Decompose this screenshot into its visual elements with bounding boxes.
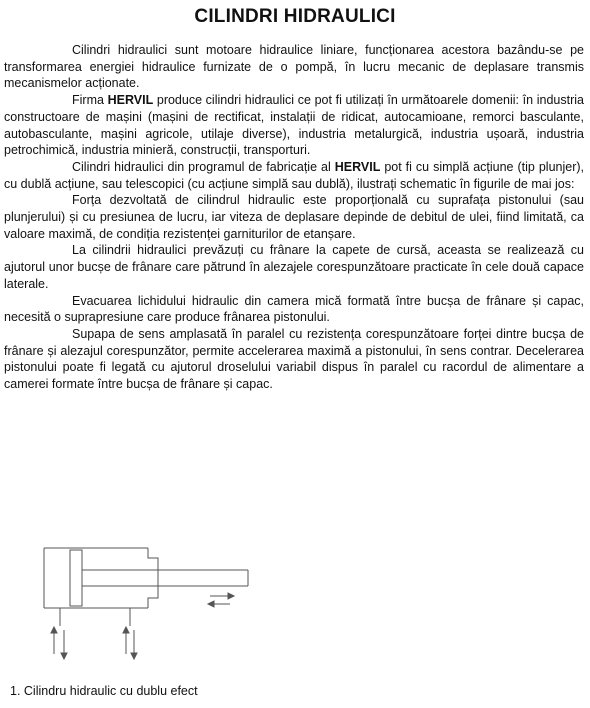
paragraph-p7 xyxy=(4,326,584,393)
paragraph-text: produce cilindri hidraulici ce pot fi utilizați în următoarele domenii: în industria constructoare de mașini (mașini de rectificat, instalații de ridicat, autocamioane, remorci basculante, autobasculante, mașini agricole, utilaje diverse), industria metalurgică, industria ușoară, industria petrochimică, industria minieră, construcții, transporturi. xyxy=(4,93,584,158)
paragraph-p2 xyxy=(4,92,584,159)
paragraph-text: La cilindrii hidraulici prevăzuți cu frânare la capete de cursă, aceasta se realizează cu ajutorul unor bucșe de frânare care pătrund în alezajele corespunzătoare practicate în cele două capace laterale. xyxy=(4,243,584,291)
arrow-down-icon xyxy=(61,653,67,659)
paragraph-p6 xyxy=(4,293,584,326)
paragraph-text: Evacuarea lichidului hidraulic din camera mică formată între bucșa de frânare și capac, necesită o suprapresiune care produce frânarea pistonului. xyxy=(4,293,584,325)
cylinder-right-cap xyxy=(148,548,158,608)
page-title: CILINDRI HIDRAULICI xyxy=(194,6,396,27)
paragraph-p4 xyxy=(4,192,584,242)
paragraph-text: Cilindri hidraulici sunt motoare hidraulice liniare, funcționarea acestora bazându-se pe transformarea energiei hidraulice furnizate de o pompă, în lucru mecanic de deplasare transmis mecanismelor acționate. xyxy=(4,43,584,91)
paragraph-p1 xyxy=(4,42,584,92)
paragraph-text: Firma xyxy=(72,93,108,108)
arrow-left-icon xyxy=(208,601,214,607)
arrow-down-icon xyxy=(131,653,137,659)
paragraph-text: Forța dezvoltată de cilindrul hidraulic este proporțională cu suprafața pistonului (sau plunjerului) și cu presiunea de lucru, iar viteza de deplasare depinde de debitul de ulei, fiind limitată, ca valoare maximă, de condiția rezistenței garniturilor de etanșare. xyxy=(4,193,584,241)
arrow-up-icon xyxy=(123,627,129,633)
paragraph-p5 xyxy=(4,242,584,292)
document-body xyxy=(4,42,584,393)
paragraph-text: pot fi cu simplă acțiune (tip plunjer), cu dublă acțiune, sau telescopici (cu acțiune simplă sau dublă), ilustrați schematic în figurile de mai jos: xyxy=(4,159,584,191)
company-name: HERVIL xyxy=(107,93,154,108)
double-acting-cylinder-diagram xyxy=(30,530,270,670)
arrow-right-icon xyxy=(228,593,234,599)
figure-caption: 1. Cilindru hidraulic cu dublu efect xyxy=(10,684,198,698)
company-name: HERVIL xyxy=(334,159,381,174)
piston xyxy=(70,550,82,606)
arrow-up-icon xyxy=(51,627,57,633)
paragraph-p3 xyxy=(4,159,584,192)
paragraph-text: Cilindri hidraulici din programul de fabricație al xyxy=(72,159,335,174)
paragraph-text: Supapa de sens amplasată în paralel cu rezistența corespunzătoare forței dintre bucșa de frânare și alezajul corespunzător, permite accelerarea maximă a pistonului, în sens contrar. Decelerarea pistonului poate fi legată cu ajutorul droselului variabil dispus în paralel cu racordul de alimentare a camerei formate între bucșa de frânare și capac. xyxy=(4,326,584,392)
